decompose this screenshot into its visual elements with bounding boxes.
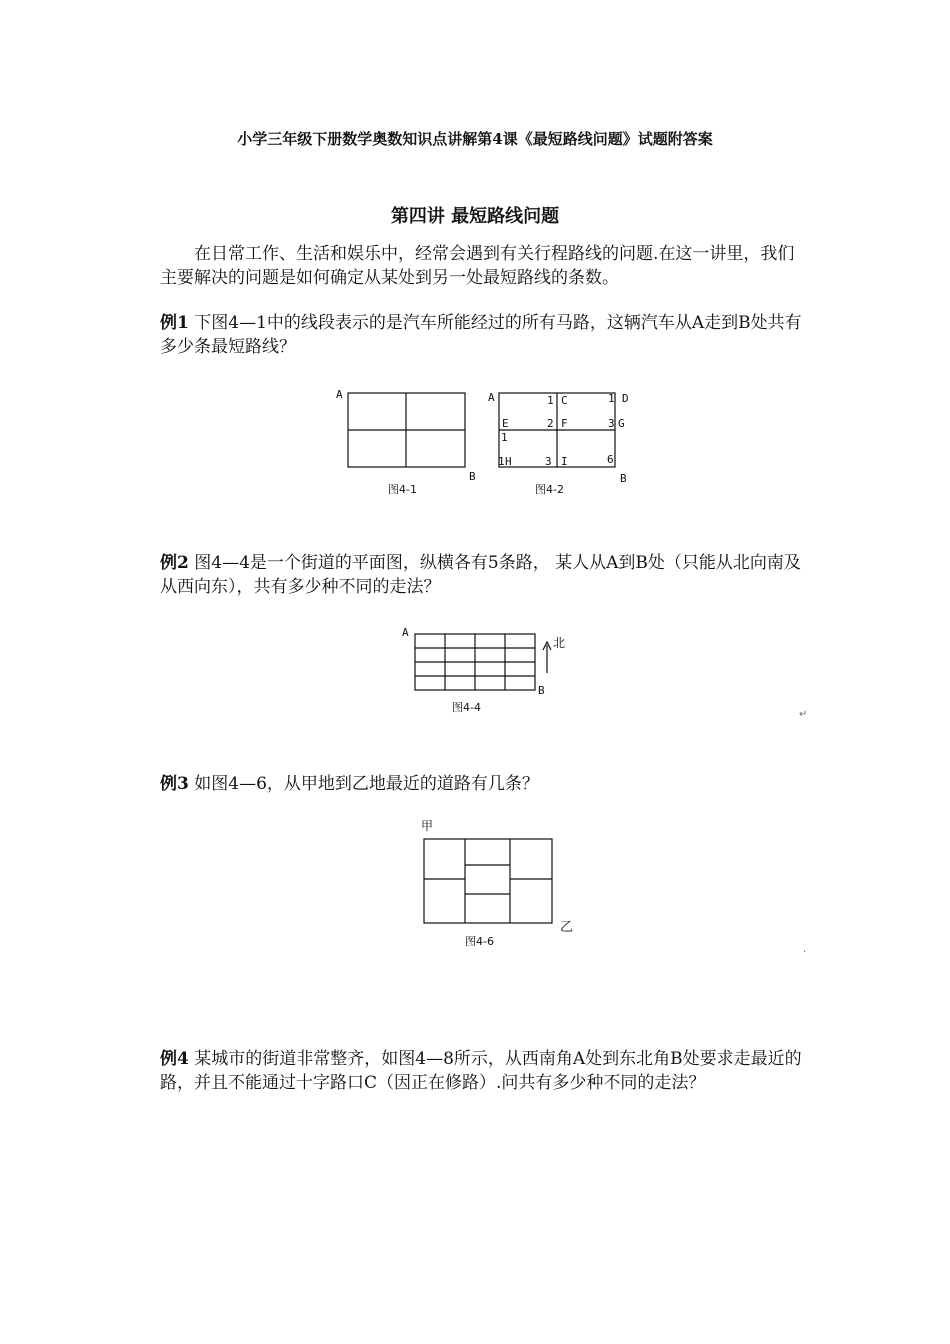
fig4-1-label-a: A: [336, 388, 343, 401]
fig4-4-north-label: 北: [553, 636, 566, 650]
example-4: [160, 1047, 810, 1095]
fig4-2-label-h: H: [505, 455, 512, 468]
example-2-text: 图4—4是一个街道的平面图，纵横各有5条路， 某人从A到B处（只能从北向南及从西向东），共有多少种不同的走法？: [160, 553, 801, 597]
fig4-2-count-f: 2: [547, 417, 554, 430]
fig4-2-label-c: C: [561, 394, 568, 407]
fig4-1-caption: 图4-1: [388, 483, 417, 496]
fig4-2-count-i: 3: [545, 455, 552, 468]
fig4-2-label-f: F: [561, 417, 568, 430]
example-1-label: 例1: [160, 313, 189, 333]
example-3-label: 例3: [160, 774, 189, 794]
example-1: [160, 311, 810, 359]
fig4-2-label-a: A: [488, 391, 495, 404]
fig4-2-count-h: 1: [498, 455, 505, 468]
fig4-2-label-b: B: [620, 472, 627, 485]
example-3: [160, 772, 810, 796]
fig4-4-label-a: A: [402, 626, 409, 639]
document-title: 小学三年级下册数学奥数知识点讲解第4课《最短路线问题》试题附答案: [237, 130, 713, 148]
figure-4-4: [398, 625, 588, 720]
example-1-text: 下图4—1中的线段表示的是汽车所能经过的所有马路，这辆汽车从A走到B处共有多少条最短路线？: [160, 313, 802, 357]
figure-4-1: [330, 385, 480, 500]
example-4-label: 例4: [160, 1049, 189, 1069]
example-4-text: 某城市的街道非常整齐，如图4—8所示，从西南角A处到东北角B处要求走最近的路，并且不能通过十字路口C（因正在修路）.问共有多少种不同的走法？: [160, 1049, 802, 1093]
fig4-4-label-b: B: [538, 684, 545, 697]
fig4-2-label-g: G: [618, 417, 625, 430]
fig4-2-label-i: I: [561, 455, 568, 468]
intro-paragraph: 在日常工作、生活和娱乐中，经常会遇到有关行程路线的问题.在这一讲里，我们主要解决的问题是如何确定从某处到另一处最短路线的条数。: [160, 244, 795, 288]
dot-mark: .: [803, 944, 807, 955]
fig4-6-label-end: 乙: [560, 920, 574, 935]
fig4-2-caption: 图4-2: [535, 483, 564, 496]
fig4-2-count-e: 1: [501, 431, 508, 444]
example-2-label: 例2: [160, 553, 189, 573]
figure-4-2: [485, 385, 645, 500]
fig4-2-label-e: E: [502, 417, 509, 430]
lecture-title: 第四讲 最短路线问题: [390, 206, 560, 227]
fig4-6-label-start: 甲: [421, 819, 434, 833]
fig4-2-count-b: 6: [607, 453, 614, 466]
fig4-6-outline: [424, 839, 552, 923]
fig4-2-label-d: D: [622, 392, 629, 405]
example-3-text: 如图4—6，从甲地到乙地最近的道路有几条？: [188, 774, 539, 794]
fig4-2-count-c: 1: [547, 394, 554, 407]
fig4-6-caption: 图4-6: [465, 935, 494, 948]
fig4-1-label-b: B: [469, 470, 476, 483]
fig4-2-count-d: 1: [608, 392, 615, 405]
fig4-2-count-g: 3: [608, 417, 615, 430]
example-2: [160, 551, 810, 599]
fig4-4-caption: 图4-4: [452, 701, 481, 714]
return-mark-1: ↵: [799, 709, 808, 720]
figure-4-6: [410, 815, 590, 955]
